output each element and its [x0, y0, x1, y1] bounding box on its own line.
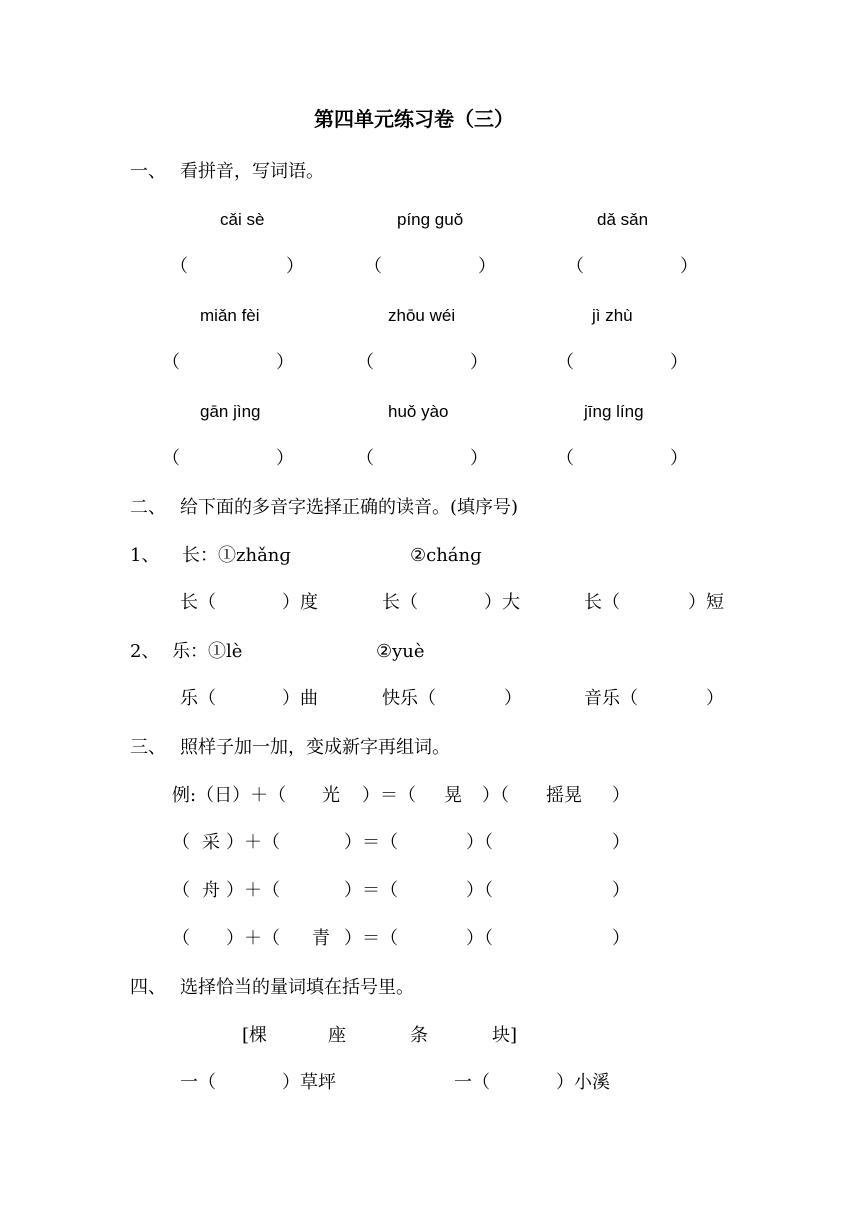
word-blank-end: ）短: [688, 592, 724, 613]
example-part: 光: [322, 785, 340, 806]
polyphone-head: 乐：①lè: [172, 641, 243, 662]
measure-blank-end: ）小溪: [556, 1072, 610, 1093]
answer-paren-right: ）: [670, 352, 688, 373]
example-char: 晃: [444, 785, 462, 806]
combo-end: ）: [612, 928, 630, 949]
word-blank-end: ）: [706, 688, 724, 709]
pinyin-3-1: ɡān jìnɡ: [200, 402, 261, 421]
word-blank-end: ）大: [484, 592, 520, 613]
section-3-label: 三、: [130, 737, 166, 758]
pinyin-3-3: jīnɡ línɡ: [584, 402, 644, 421]
combo-equals: ）＝（: [344, 928, 398, 949]
polyphone-alt: ②yuè: [376, 641, 425, 662]
combo-plus: [226, 928, 280, 950]
measure-word-option: [棵: [242, 1025, 268, 1046]
answer-paren-left: （: [556, 352, 574, 373]
section-1-instruction: 看拼音，写词语。: [180, 161, 324, 182]
answer-paren-right: ）: [276, 448, 294, 469]
word-blank-end: ）度: [282, 592, 318, 613]
pinyin-1-2: pínɡ ɡuǒ: [397, 210, 464, 229]
combo-paren-left: （: [172, 928, 190, 949]
measure-blank-start: 一（: [454, 1072, 490, 1093]
combo-mid: ）（: [466, 880, 493, 901]
section-1-label: 一、: [130, 161, 166, 182]
combo-end: ）: [612, 832, 630, 853]
example-mid: ）（: [482, 785, 509, 806]
combo-paren-right: ）: [226, 880, 244, 901]
answer-paren-left: （: [162, 448, 180, 469]
answer-paren-right: ）: [276, 352, 294, 373]
word-blank-start: 长（: [584, 592, 620, 613]
example-end: ）: [612, 785, 630, 806]
answer-paren-left: （: [566, 256, 584, 277]
answer-paren-right: ）: [470, 448, 488, 469]
word-blank-start: 长（: [382, 592, 418, 613]
answer-paren-right: ）: [286, 256, 304, 277]
question-number: 2、: [130, 641, 160, 662]
combo-equals: ）＝（: [344, 832, 398, 853]
example-word: 摇晃: [546, 785, 582, 806]
word-blank-end: ）: [504, 688, 522, 709]
measure-word-option: 座: [328, 1025, 346, 1046]
answer-paren-right: ）: [470, 352, 488, 373]
example-equals: ）＝（: [362, 785, 416, 806]
combo-part-a: 采: [202, 832, 220, 853]
combo-paren-right: ）: [226, 832, 244, 853]
pinyin-2-1: miǎn fèi: [200, 306, 260, 325]
combo-plus: [226, 832, 280, 854]
combo-plus-sign: ＋（: [244, 832, 280, 853]
polyphone-head: 长：①zhǎnɡ: [182, 545, 291, 566]
answer-paren-right: ）: [670, 448, 688, 469]
combo-equals: ）＝（: [344, 880, 398, 901]
combo-end: ）: [612, 880, 630, 901]
combo-plus-sign: ＋（: [244, 880, 280, 901]
answer-paren-left: （: [556, 448, 574, 469]
combo-paren-right: ）: [226, 928, 244, 949]
combo-mid: ）（: [466, 832, 493, 853]
combo-part-b: 青: [312, 928, 330, 949]
answer-paren-left: （: [356, 352, 374, 373]
question-number: 1、: [130, 545, 160, 566]
combo-paren-left: （: [172, 880, 190, 901]
word-blank-start: 音乐（: [584, 688, 638, 709]
pinyin-2-3: jì zhù: [592, 306, 633, 325]
answer-paren-left: （: [162, 352, 180, 373]
pinyin-1-1: cǎi sè: [220, 210, 265, 229]
combo-mid: ）（: [466, 928, 493, 949]
combo-part-a: 舟: [202, 880, 220, 901]
section-4-instruction: 选择恰当的量词填在括号里。: [180, 977, 414, 998]
answer-paren-left: （: [170, 256, 188, 277]
section-2-instruction: 给下面的多音字选择正确的读音。(填序号): [180, 497, 519, 518]
measure-word-option: 条: [410, 1025, 428, 1046]
measure-blank-end: ）草坪: [282, 1072, 336, 1093]
section-2-label: 二、: [130, 497, 166, 518]
answer-paren-left: （: [364, 256, 382, 277]
answer-paren-right: ）: [478, 256, 496, 277]
pinyin-1-3: dǎ sǎn: [597, 210, 649, 229]
answer-paren-right: ）: [680, 256, 698, 277]
word-blank-start: 乐（: [180, 688, 216, 709]
word-blank-end: ）曲: [282, 688, 318, 709]
combo-plus: [226, 880, 280, 902]
answer-paren-left: （: [356, 448, 374, 469]
word-blank-start: 长（: [180, 592, 216, 613]
combo-plus-sign: ＋（: [244, 928, 280, 949]
pinyin-3-2: huǒ yào: [388, 402, 449, 421]
section-3-instruction: 照样子加一加，变成新字再组词。: [180, 737, 450, 758]
measure-blank-start: 一（: [180, 1072, 216, 1093]
word-blank-start: 快乐（: [382, 688, 436, 709]
combo-paren-left: （: [172, 832, 190, 853]
section-4-label: 四、: [130, 977, 166, 998]
polyphone-alt: ②chánɡ: [410, 545, 482, 566]
measure-word-option: 块]: [492, 1025, 518, 1046]
pinyin-2-2: zhōu wéi: [388, 306, 456, 325]
example-prefix: 例:（日）＋（: [172, 785, 287, 806]
page-title: 第四单元练习卷（三）: [314, 107, 514, 131]
